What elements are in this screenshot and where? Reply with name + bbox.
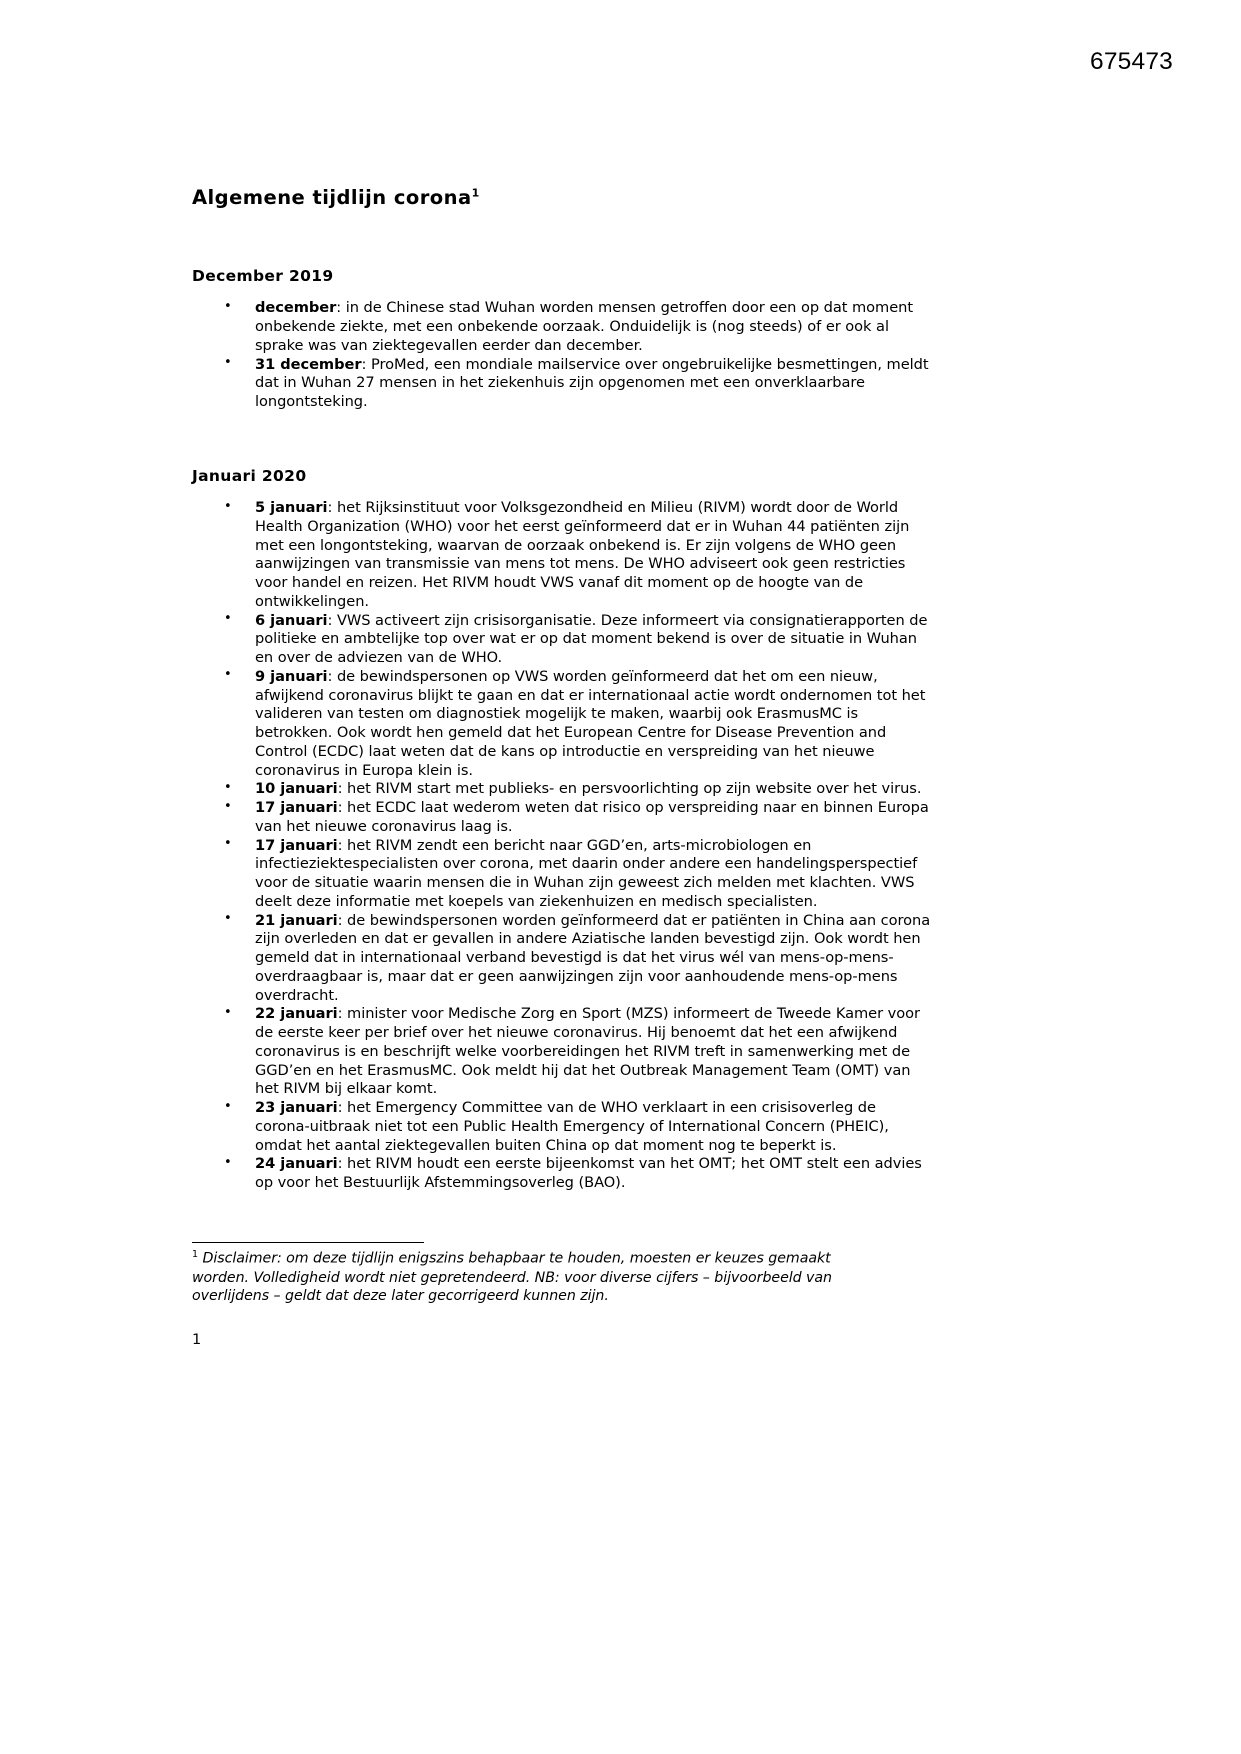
list-item xyxy=(192,1005,932,1099)
entry-text: het RIVM start met publieks- en persvoorlichting op zijn website over het virus. xyxy=(347,780,922,798)
list-item xyxy=(192,668,932,781)
entry-date: 6 januari xyxy=(255,611,328,629)
entry-text: de bewindspersonen op VWS worden geïnformeerd dat het om een nieuw, afwijkend coronavirus blijkt te gaan en dat er internationaal actie wordt ondernomen tot het valideren van testen om diagnostiek mogelijk te maken, waarbij ook ErasmusMC is betrokken. Ook wordt hen gemeld dat het European Centre for Disease Prevention and Control (ECDC) laat weten dat de kans op introductie en verspreiding van het nieuwe coronavirus in Europa klein is. xyxy=(255,667,926,779)
entry-separator: : xyxy=(337,1155,348,1173)
list-item xyxy=(192,1155,932,1193)
section-heading-januari: Januari 2020 xyxy=(192,466,307,485)
footnote-body: Disclaimer: om deze tijdlijn enigszins behapbaar te houden, moesten er keuzes gemaakt worden. Volledigheid wordt niet gepretendeerd. NB: voor diverse cijfers – bijvoorbeeld van overlijdens – geldt dat deze later gecorrigeerd kunnen zijn. xyxy=(192,1250,832,1305)
entry-date: 17 januari xyxy=(255,836,338,854)
entry-separator: : xyxy=(336,299,346,317)
entry-separator: : xyxy=(361,355,371,373)
section-december-2019 xyxy=(192,266,932,412)
entry-date: december xyxy=(255,299,337,317)
list-item xyxy=(192,299,932,355)
entry-date: 5 januari xyxy=(255,499,328,517)
page-number: 1 xyxy=(192,1332,202,1348)
list-item xyxy=(192,1099,932,1155)
entry-text: het RIVM zendt een bericht naar GGD’en, arts-microbiologen en infectieziektespecialisten over corona, met daarin onder andere een handelingsperspectief voor de situatie waarin mensen die in Wuhan zijn geweest zich melden met klachten. VWS deelt deze informatie met koepels van ziekenhuizen en medisch specialisten. xyxy=(255,836,918,910)
footnote-text xyxy=(192,1249,892,1306)
document-id-stamp: 675473 xyxy=(1090,48,1173,75)
entry-separator: : xyxy=(337,1099,348,1117)
entry-text: het Emergency Committee van de WHO verklaart in een crisisoverleg de corona-uitbraak niet tot een Public Health Emergency of International Concern (PHEIC), omdat het aantal ziektegevallen buiten China op dat moment nog te beperkt is. xyxy=(255,1099,889,1154)
entry-date: 17 januari xyxy=(255,799,338,817)
entry-separator: : xyxy=(327,611,337,629)
entry-text: in de Chinese stad Wuhan worden mensen getroffen door een op dat moment onbekende ziekte, met een onbekende oorzaak. Onduidelijk is (nog steeds) of er ook al sprake was van ziektegevallen eerder dan december. xyxy=(255,299,914,354)
entry-text: ProMed, een mondiale mailservice over ongebruikelijke besmettingen, meldt dat in Wuhan 27 mensen in het ziekenhuis zijn opgenomen met een onverklaarbare longontsteking. xyxy=(255,355,929,411)
entry-text: het Rijksinstituut voor Volksgezondheid en Milieu (RIVM) wordt door de World Health Organization (WHO) voor het eerst geïnformeerd dat er in Wuhan 44 patiënten zijn met een longontsteking, waarvan de oorzaak onbekend is. Er zijn volgens de WHO geen aanwijzingen van transmissie van mens tot mens. De WHO adviseert ook geen restricties voor handel en reizen. Het RIVM houdt VWS vanaf dit moment op de hoogte van de ontwikkelingen. xyxy=(255,499,910,610)
entry-date: 31 december xyxy=(255,355,362,373)
entry-separator: : xyxy=(337,799,348,817)
document-body xyxy=(192,185,932,1193)
footnote-marker: 1 xyxy=(192,1249,198,1260)
section-heading-december: December 2019 xyxy=(192,267,334,286)
entry-separator: : xyxy=(337,911,348,929)
footnote-block xyxy=(192,1242,892,1306)
entry-date: 23 januari xyxy=(255,1099,338,1117)
list-item xyxy=(192,356,932,412)
list-item xyxy=(192,799,932,837)
list-item xyxy=(192,780,932,799)
list-item xyxy=(192,837,932,912)
footnote-separator-rule xyxy=(192,1242,424,1243)
list-item xyxy=(192,499,932,612)
entry-text: het ECDC laat wederom weten dat risico op verspreiding naar en binnen Europa van het nieuwe coronavirus laag is. xyxy=(255,799,929,835)
list-item xyxy=(192,912,932,1006)
entry-separator: : xyxy=(337,780,348,798)
entry-text: de bewindspersonen worden geïnformeerd dat er patiënten in China aan corona zijn overleden en dat er gevallen in andere Aziatische landen bevestigd zijn. Ook wordt hen gemeld dat in internationaal verband bevestigd is dat het virus wél van mens-op-mens-overdraagbaar is, maar dat er geen aanwijzingen zijn voor aanhoudende mens-op-mens overdracht. xyxy=(255,911,931,1004)
entry-date: 24 januari xyxy=(255,1155,338,1173)
entry-separator: : xyxy=(337,836,348,854)
page-title-text: Algemene tijdlijn corona xyxy=(192,186,472,209)
timeline-list-januari xyxy=(192,499,932,1193)
entry-date: 21 januari xyxy=(255,911,338,929)
page-title xyxy=(192,185,932,210)
list-item xyxy=(192,612,932,668)
entry-date: 9 januari xyxy=(255,667,328,685)
section-januari-2020 xyxy=(192,466,932,1193)
entry-text: VWS activeert zijn crisisorganisatie. Deze informeert via consignatierapporten de politieke en ambtelijke top over wat er op dat moment bekend is over de situatie in Wuhan en over de adviezen van de WHO. xyxy=(255,611,928,667)
entry-text: minister voor Medische Zorg en Sport (MZS) informeert de Tweede Kamer voor de eerste keer per brief over het nieuwe coronavirus. Hij benoemt dat het een afwijkend coronavirus is en beschrijft welke voorbereidingen het RIVM treft in samenwerking met de GGD’en en het ErasmusMC. Ook meldt hij dat het Outbreak Management Team (OMT) van het RIVM bij elkaar komt. xyxy=(255,1005,920,1098)
entry-date: 10 januari xyxy=(255,780,338,798)
entry-separator: : xyxy=(337,1005,348,1023)
timeline-list-december xyxy=(192,299,932,412)
entry-separator: : xyxy=(327,499,337,517)
entry-text: het RIVM houdt een eerste bijeenkomst van het OMT; het OMT stelt een advies op voor het Bestuurlijk Afstemmingsoverleg (BAO). xyxy=(255,1155,922,1192)
entry-date: 22 januari xyxy=(255,1005,338,1023)
title-footnote-marker: 1 xyxy=(471,186,480,200)
entry-separator: : xyxy=(327,667,337,685)
